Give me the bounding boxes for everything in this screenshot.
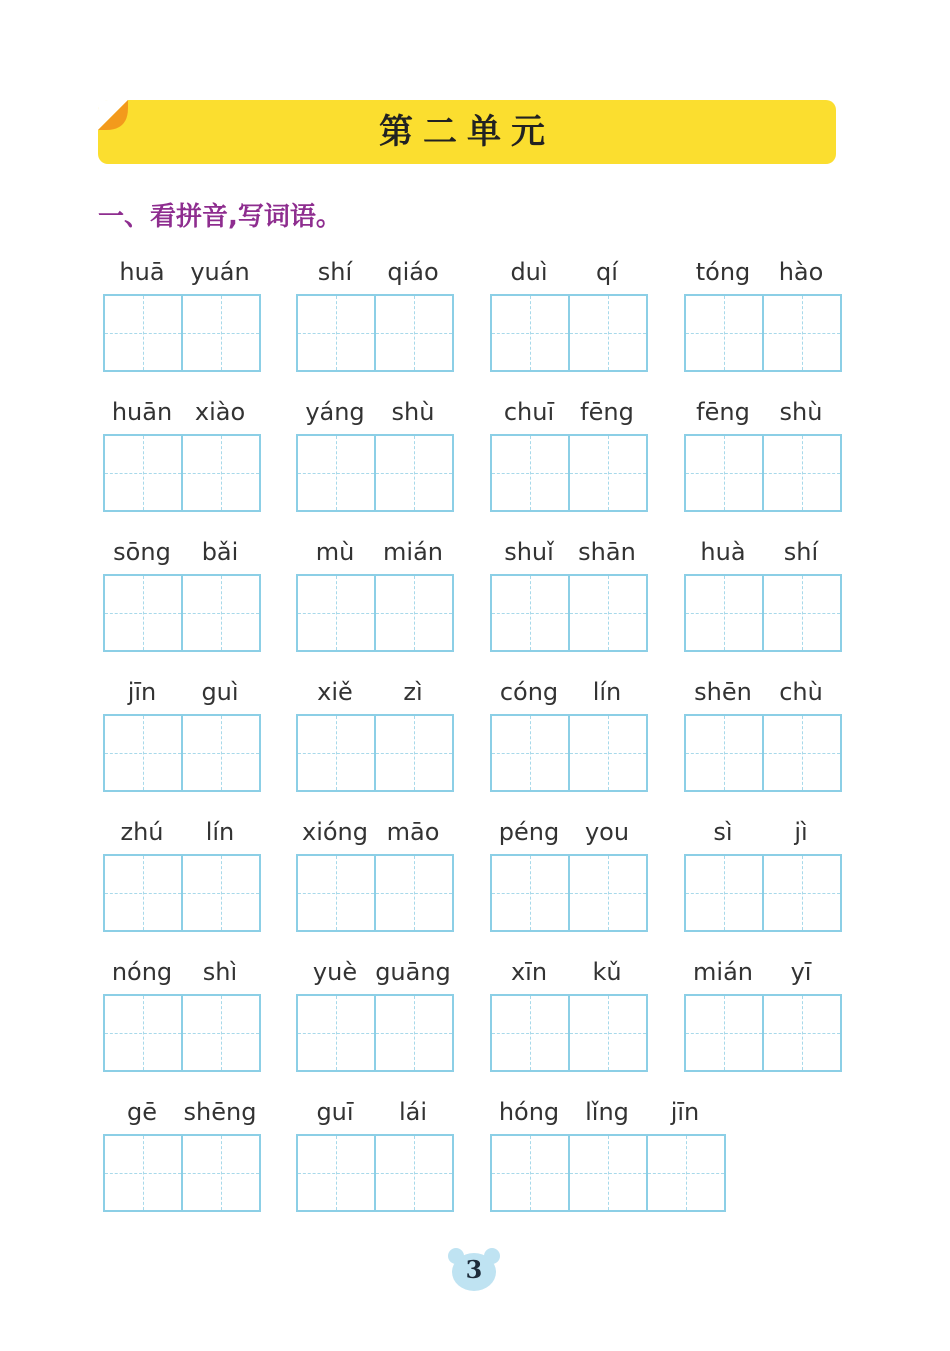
writing-box[interactable] xyxy=(764,996,842,1070)
pinyin-syllable: bǎi xyxy=(201,538,239,566)
writing-box[interactable] xyxy=(298,296,376,370)
writing-box[interactable] xyxy=(764,436,842,510)
word-item xyxy=(490,536,648,652)
pinyin-syllable: huà xyxy=(700,538,746,566)
pinyin-row xyxy=(490,956,648,994)
writing-box[interactable] xyxy=(298,856,376,930)
word-item xyxy=(296,1096,454,1212)
writing-box[interactable] xyxy=(492,1136,570,1210)
writing-grid xyxy=(490,434,648,512)
pinyin-row xyxy=(296,676,454,714)
word-item xyxy=(490,396,648,512)
writing-box[interactable] xyxy=(298,716,376,790)
writing-grid xyxy=(684,294,842,372)
pinyin-syllable: chuī xyxy=(503,398,555,426)
pinyin-syllable: shì xyxy=(202,958,238,986)
writing-box[interactable] xyxy=(570,856,648,930)
pinyin-syllable: guī xyxy=(316,1098,354,1126)
writing-box[interactable] xyxy=(183,296,261,370)
pinyin-row xyxy=(296,396,454,434)
pinyin-syllable: hóng xyxy=(498,1098,560,1126)
pinyin-row xyxy=(103,816,261,854)
pinyin-syllable: māo xyxy=(386,818,440,846)
word-item xyxy=(490,256,648,372)
writing-grid xyxy=(103,854,261,932)
writing-grid xyxy=(103,1134,261,1212)
writing-grid xyxy=(296,434,454,512)
writing-grid xyxy=(490,854,648,932)
writing-grid xyxy=(684,434,842,512)
pinyin-syllable: xīn xyxy=(510,958,548,986)
pinyin-row xyxy=(296,1096,454,1134)
pinyin-row xyxy=(296,256,454,294)
writing-grid xyxy=(296,1134,454,1212)
pinyin-syllable: lái xyxy=(398,1098,428,1126)
writing-box[interactable] xyxy=(492,296,570,370)
writing-box[interactable] xyxy=(376,996,454,1070)
writing-box[interactable] xyxy=(183,436,261,510)
writing-box[interactable] xyxy=(105,436,183,510)
pinyin-row xyxy=(684,396,842,434)
writing-grid xyxy=(296,714,454,792)
pinyin-syllable: mián xyxy=(383,538,443,566)
pinyin-row xyxy=(490,676,648,714)
word-item xyxy=(684,956,842,1072)
pinyin-row xyxy=(684,256,842,294)
writing-grid xyxy=(296,574,454,652)
writing-box[interactable] xyxy=(570,296,648,370)
word-item xyxy=(296,256,454,372)
pinyin-syllable: shí xyxy=(783,538,819,566)
word-item xyxy=(684,816,842,932)
pinyin-syllable: zhú xyxy=(120,818,164,846)
writing-box[interactable] xyxy=(298,996,376,1070)
pinyin-syllable: xiào xyxy=(194,398,246,426)
writing-grid xyxy=(296,994,454,1072)
writing-box[interactable] xyxy=(376,716,454,790)
word-item xyxy=(103,396,261,512)
pinyin-syllable: xiě xyxy=(317,678,353,706)
writing-box[interactable] xyxy=(570,716,648,790)
writing-box[interactable] xyxy=(376,436,454,510)
writing-grid xyxy=(684,574,842,652)
word-item xyxy=(296,676,454,792)
writing-box[interactable] xyxy=(686,996,764,1070)
word-item xyxy=(490,1096,726,1212)
pinyin-syllable: guāng xyxy=(375,958,451,986)
pinyin-row xyxy=(684,536,842,574)
writing-grid xyxy=(103,574,261,652)
pinyin-row xyxy=(103,396,261,434)
pinyin-syllable: jì xyxy=(794,818,808,846)
word-item xyxy=(103,256,261,372)
writing-grid xyxy=(684,994,842,1072)
writing-box[interactable] xyxy=(376,1136,454,1210)
writing-box[interactable] xyxy=(376,296,454,370)
pinyin-syllable: lín xyxy=(205,818,235,846)
writing-grid xyxy=(103,714,261,792)
writing-box[interactable] xyxy=(183,716,261,790)
writing-box[interactable] xyxy=(183,1136,261,1210)
writing-box[interactable] xyxy=(686,576,764,650)
page-number: 3 xyxy=(465,1255,483,1284)
writing-box[interactable] xyxy=(764,716,842,790)
writing-box[interactable] xyxy=(764,856,842,930)
writing-box[interactable] xyxy=(105,856,183,930)
writing-grid xyxy=(103,434,261,512)
pinyin-row xyxy=(103,256,261,294)
writing-box[interactable] xyxy=(570,1136,648,1210)
pinyin-syllable: jīn xyxy=(670,1098,700,1126)
pinyin-syllable: yáng xyxy=(305,398,365,426)
writing-box[interactable] xyxy=(105,1136,183,1210)
writing-box[interactable] xyxy=(648,1136,726,1210)
writing-box[interactable] xyxy=(686,716,764,790)
writing-grid xyxy=(490,994,648,1072)
pinyin-row xyxy=(296,956,454,994)
pinyin-syllable: shān xyxy=(578,538,636,566)
writing-box[interactable] xyxy=(105,716,183,790)
pinyin-syllable: shù xyxy=(391,398,435,426)
pinyin-syllable: qí xyxy=(596,258,618,286)
writing-box[interactable] xyxy=(492,436,570,510)
word-item xyxy=(296,816,454,932)
writing-box[interactable] xyxy=(570,436,648,510)
pinyin-row xyxy=(490,256,648,294)
writing-box[interactable] xyxy=(570,996,648,1070)
writing-box[interactable] xyxy=(686,296,764,370)
pinyin-syllable: sì xyxy=(713,818,733,846)
pinyin-syllable: shù xyxy=(779,398,823,426)
writing-box[interactable] xyxy=(686,436,764,510)
pinyin-row xyxy=(296,816,454,854)
pinyin-syllable: yuè xyxy=(312,958,358,986)
word-item xyxy=(103,676,261,792)
pinyin-syllable: shēn xyxy=(694,678,752,706)
word-item xyxy=(103,956,261,1072)
word-item xyxy=(684,396,842,512)
pinyin-syllable: fēng xyxy=(696,398,750,426)
pinyin-row xyxy=(490,396,648,434)
writing-box[interactable] xyxy=(376,576,454,650)
word-item xyxy=(296,956,454,1072)
pinyin-syllable: chù xyxy=(779,678,823,706)
pinyin-syllable: gē xyxy=(127,1098,157,1126)
pinyin-row xyxy=(103,536,261,574)
writing-grid xyxy=(684,854,842,932)
pinyin-syllable: lǐng xyxy=(585,1098,629,1126)
writing-box[interactable] xyxy=(764,296,842,370)
writing-grid xyxy=(296,294,454,372)
pinyin-syllable: shí xyxy=(317,258,353,286)
pinyin-syllable: zì xyxy=(403,678,423,706)
pinyin-syllable: hào xyxy=(778,258,824,286)
pinyin-syllable: huā xyxy=(119,258,165,286)
pinyin-row xyxy=(684,676,842,714)
pinyin-row xyxy=(684,956,842,994)
writing-box[interactable] xyxy=(764,576,842,650)
pinyin-syllable: huān xyxy=(111,398,173,426)
writing-box[interactable] xyxy=(492,576,570,650)
word-item xyxy=(103,1096,261,1212)
pinyin-syllable: péng xyxy=(498,818,560,846)
pinyin-syllable: qiáo xyxy=(387,258,439,286)
writing-box[interactable] xyxy=(183,576,261,650)
pinyin-syllable: xióng xyxy=(302,818,368,846)
writing-box[interactable] xyxy=(105,996,183,1070)
writing-box[interactable] xyxy=(298,436,376,510)
writing-grid xyxy=(490,1134,726,1212)
word-item xyxy=(490,956,648,1072)
word-item xyxy=(684,256,842,372)
writing-box[interactable] xyxy=(105,296,183,370)
pinyin-syllable: kǔ xyxy=(592,958,622,986)
writing-box[interactable] xyxy=(105,576,183,650)
unit-title: 第二单元 xyxy=(379,112,555,152)
writing-box[interactable] xyxy=(492,716,570,790)
writing-box[interactable] xyxy=(298,1136,376,1210)
writing-box[interactable] xyxy=(492,996,570,1070)
pinyin-syllable: shēng xyxy=(183,1098,257,1126)
word-item xyxy=(296,536,454,652)
writing-box[interactable] xyxy=(376,856,454,930)
pinyin-syllable: you xyxy=(584,818,630,846)
pinyin-syllable: guì xyxy=(201,678,239,706)
pinyin-row xyxy=(490,816,648,854)
pinyin-syllable: yuán xyxy=(190,258,250,286)
writing-grid xyxy=(103,994,261,1072)
word-item xyxy=(490,676,648,792)
pinyin-row xyxy=(103,1096,261,1134)
pinyin-row xyxy=(490,1096,726,1134)
pinyin-syllable: cóng xyxy=(499,678,559,706)
pinyin-syllable: lín xyxy=(592,678,622,706)
pinyin-row xyxy=(103,676,261,714)
writing-grid xyxy=(296,854,454,932)
writing-grid xyxy=(490,574,648,652)
writing-box[interactable] xyxy=(298,576,376,650)
writing-grid xyxy=(684,714,842,792)
pinyin-syllable: mù xyxy=(315,538,355,566)
pinyin-row xyxy=(103,956,261,994)
pinyin-syllable: fēng xyxy=(580,398,634,426)
pinyin-row xyxy=(490,536,648,574)
pinyin-syllable: jīn xyxy=(127,678,157,706)
writing-box[interactable] xyxy=(183,856,261,930)
writing-grid xyxy=(490,294,648,372)
word-item xyxy=(490,816,648,932)
word-item xyxy=(684,536,842,652)
pinyin-row xyxy=(684,816,842,854)
word-item xyxy=(296,396,454,512)
writing-box[interactable] xyxy=(570,576,648,650)
pinyin-syllable: nóng xyxy=(111,958,173,986)
exercise-instruction: 一、看拼音,写词语。 xyxy=(98,202,342,232)
pinyin-syllable: duì xyxy=(510,258,548,286)
writing-box[interactable] xyxy=(183,996,261,1070)
pinyin-syllable: tóng xyxy=(695,258,751,286)
pinyin-syllable: yī xyxy=(790,958,812,986)
pinyin-syllable: shuǐ xyxy=(504,538,554,566)
page-number-badge xyxy=(446,1246,502,1292)
pinyin-syllable: sōng xyxy=(113,538,171,566)
word-item xyxy=(103,536,261,652)
word-item xyxy=(684,676,842,792)
writing-grid xyxy=(103,294,261,372)
pinyin-syllable: mián xyxy=(693,958,753,986)
pinyin-row xyxy=(296,536,454,574)
word-item xyxy=(103,816,261,932)
writing-grid xyxy=(490,714,648,792)
writing-box[interactable] xyxy=(686,856,764,930)
writing-box[interactable] xyxy=(492,856,570,930)
